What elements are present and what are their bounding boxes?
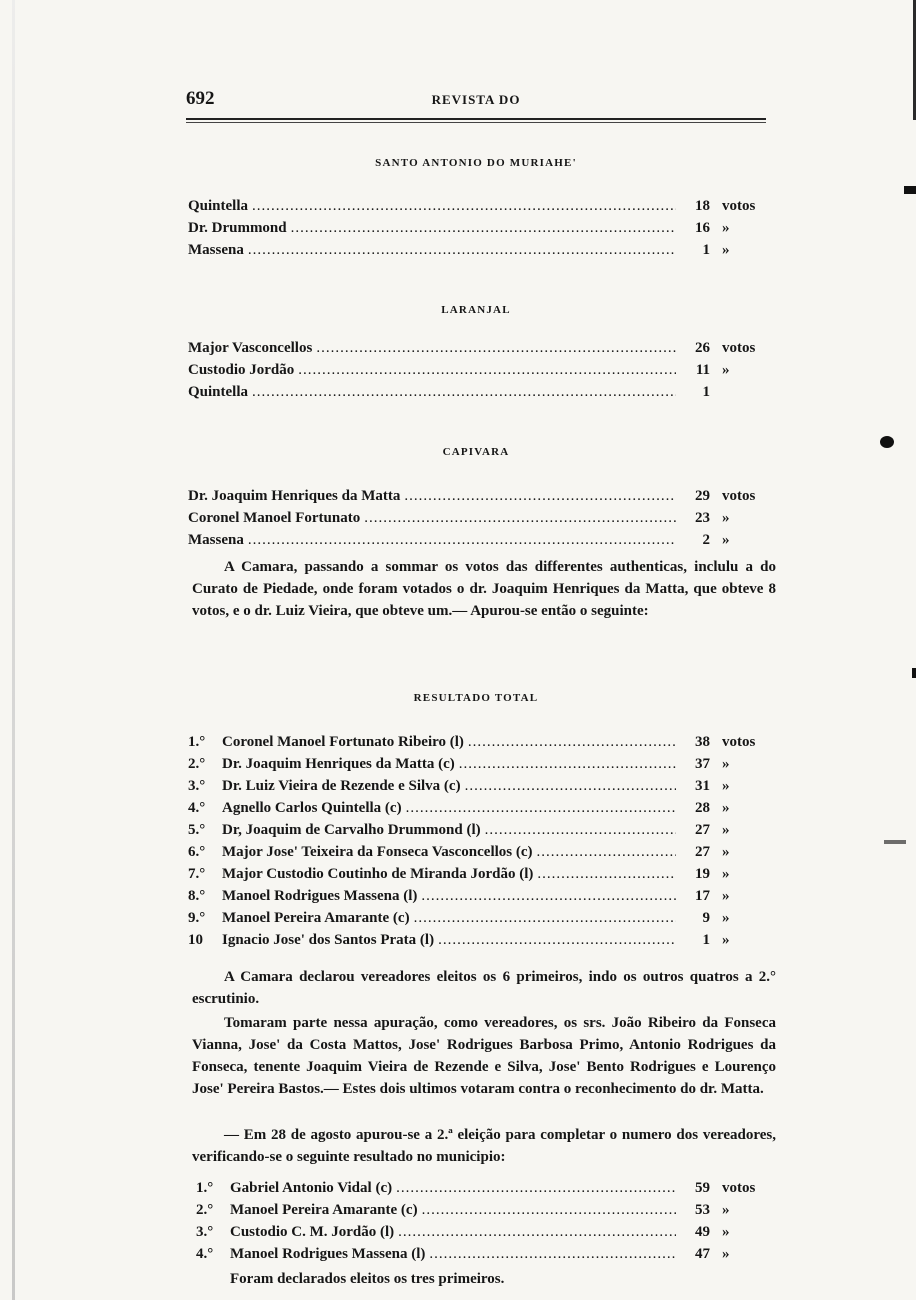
- vote-row: [188, 532, 778, 554]
- leader-dots: [252, 198, 676, 215]
- vote-unit: votos: [722, 198, 756, 214]
- vote-list: [188, 198, 778, 264]
- section-title: RESULTADO TOTAL: [413, 692, 539, 704]
- vote-count: 28: [695, 800, 710, 816]
- vote-unit: »: [722, 220, 730, 236]
- vote-count: 1: [702, 242, 710, 258]
- leader-dots: [465, 778, 676, 795]
- vote-unit: votos: [722, 340, 756, 356]
- vote-count: 37: [695, 756, 710, 772]
- vote-row: [188, 778, 778, 800]
- vote-row: [188, 488, 778, 510]
- vote-count: 2: [702, 532, 710, 548]
- vote-unit: »: [722, 822, 730, 838]
- candidate-name: Quintella: [188, 384, 249, 400]
- vote-count: 19: [695, 866, 710, 882]
- vote-count: 47: [695, 1246, 710, 1262]
- vote-list: [188, 734, 778, 954]
- scan-edge-shadow: [12, 0, 15, 1300]
- rank-number: 3.°: [188, 778, 206, 794]
- rank-number: 6.°: [188, 844, 206, 860]
- vote-count: 1: [702, 384, 710, 400]
- section-title: LARANJAL: [441, 304, 511, 316]
- rank-number: 2.°: [188, 756, 206, 772]
- candidate-name: Agnello Carlos Quintella (c): [222, 800, 402, 816]
- candidate-name: Dr. Drummond: [188, 220, 287, 236]
- vote-unit: »: [722, 1224, 730, 1240]
- vote-row: [188, 822, 778, 844]
- vote-count: 23: [695, 510, 710, 526]
- vote-count: 9: [702, 910, 710, 926]
- header-rule-thin: [186, 122, 766, 123]
- leader-dots: [459, 756, 676, 773]
- vote-unit: »: [722, 866, 730, 882]
- vote-count: 59: [695, 1180, 710, 1196]
- vote-count: 27: [695, 844, 710, 860]
- candidate-name: Custodio Jordão: [188, 362, 295, 378]
- vote-row: [188, 220, 778, 242]
- leader-dots: [364, 510, 676, 527]
- rank-number: 2.°: [196, 1202, 214, 1218]
- rank-number: 9.°: [188, 910, 206, 926]
- vote-count: 31: [695, 778, 710, 794]
- leader-dots: [537, 866, 676, 883]
- candidate-name: Coronel Manoel Fortunato: [188, 510, 361, 526]
- vote-row: [188, 510, 778, 532]
- vote-list: [188, 340, 778, 406]
- rank-number: 3.°: [196, 1224, 214, 1240]
- leader-dots: [485, 822, 676, 839]
- candidate-name: Ignacio Jose' dos Santos Prata (l): [222, 932, 435, 948]
- vote-unit: »: [722, 510, 730, 526]
- rank-number: 1.°: [196, 1180, 214, 1196]
- vote-row: [188, 242, 778, 264]
- candidate-name: Major Vasconcellos: [188, 340, 313, 356]
- paragraph: Tomaram parte nessa apuração, como vereadores, os srs. João Ribeiro da Fonseca Vianna, Jose' da Costa Mattos, Jose' Rodrigues Barbosa Primo, Antonio Rodrigues da Fonseca, tenente Joaquim Vieira de Rezende e Silva, Jose' Bento Rodrigues e Lourenço Jose' Pereira Bastos.— Estes dois ultimos votaram contra o reconhecimento do dr. Matta.: [192, 1015, 776, 1097]
- candidate-name: Manoel Rodrigues Massena (l): [230, 1246, 426, 1262]
- leader-dots: [421, 888, 676, 905]
- candidate-name: Major Custodio Coutinho de Miranda Jordão (l): [222, 866, 534, 882]
- vote-unit: »: [722, 242, 730, 258]
- page-number: 692: [186, 88, 215, 109]
- scan-speck: [884, 840, 906, 844]
- rank-number: 1.°: [188, 734, 206, 750]
- vote-row: [188, 888, 778, 910]
- candidate-name: Dr. Joaquim Henriques da Matta: [188, 488, 401, 504]
- running-title: REVISTA DO: [431, 92, 521, 107]
- vote-count: 1: [702, 932, 710, 948]
- vote-list: [196, 1180, 778, 1268]
- vote-count: 38: [695, 734, 710, 750]
- vote-count: 27: [695, 822, 710, 838]
- vote-row: [188, 932, 778, 954]
- vote-count: 11: [695, 362, 710, 378]
- paragraph: Foram declarados eleitos os tres primeiros.: [230, 1271, 505, 1287]
- vote-row: [188, 362, 778, 384]
- candidate-name: Massena: [188, 532, 244, 548]
- leader-dots: [291, 220, 676, 237]
- vote-row: [188, 198, 778, 220]
- section-title: SANTO ANTONIO DO MURIAHE': [375, 157, 577, 169]
- vote-count: 16: [695, 220, 710, 236]
- vote-row: [188, 800, 778, 822]
- candidate-name: Dr. Joaquim Henriques da Matta (c): [222, 756, 455, 772]
- vote-row: [188, 756, 778, 778]
- vote-count: 26: [695, 340, 710, 356]
- leader-dots: [468, 734, 676, 751]
- candidate-name: Major Jose' Teixeira da Fonseca Vasconcellos (c): [222, 844, 533, 860]
- vote-unit: »: [722, 888, 730, 904]
- leader-dots: [422, 1202, 676, 1219]
- leader-dots: [396, 1180, 676, 1197]
- candidate-name: Custodio C. M. Jordão (l): [230, 1224, 395, 1240]
- rank-number: 4.°: [188, 800, 206, 816]
- vote-count: 17: [695, 888, 710, 904]
- vote-unit: votos: [722, 488, 756, 504]
- vote-row: [188, 340, 778, 362]
- leader-dots: [404, 488, 676, 505]
- candidate-name: Quintella: [188, 198, 249, 214]
- candidate-name: Gabriel Antonio Vidal (c): [230, 1180, 393, 1196]
- vote-unit: »: [722, 844, 730, 860]
- vote-unit: »: [722, 362, 730, 378]
- vote-unit: »: [722, 1202, 730, 1218]
- leader-dots: [429, 1246, 676, 1263]
- scan-speck: [880, 436, 894, 448]
- vote-row: [188, 910, 778, 932]
- vote-unit: »: [722, 910, 730, 926]
- leader-dots: [298, 362, 676, 379]
- candidate-name: Manoel Pereira Amarante (c): [230, 1202, 418, 1218]
- vote-count: 18: [695, 198, 710, 214]
- vote-unit: »: [722, 778, 730, 794]
- leader-dots: [316, 340, 676, 357]
- section-title: CAPIVARA: [442, 446, 510, 458]
- vote-unit: votos: [722, 734, 756, 750]
- vote-count: 49: [695, 1224, 710, 1240]
- paragraph: — Em 28 de agosto apurou-se a 2.ª eleição para completar o numero dos vereadores, verificando-se o seguinte resultado no municipio:: [192, 1127, 776, 1165]
- vote-unit: »: [722, 800, 730, 816]
- candidate-name: Manoel Pereira Amarante (c): [222, 910, 410, 926]
- candidate-name: Dr. Luiz Vieira de Rezende e Silva (c): [222, 778, 461, 794]
- leader-dots: [414, 910, 676, 927]
- paragraph: A Camara declarou vereadores eleitos os 6 primeiros, indo os outros quatros a 2.° escrutinio.: [192, 969, 776, 1007]
- rank-number: 7.°: [188, 866, 206, 882]
- scan-speck: [912, 668, 916, 678]
- candidate-name: Dr, Joaquim de Carvalho Drummond (l): [222, 822, 481, 838]
- vote-unit: »: [722, 756, 730, 772]
- header-rule: [186, 118, 766, 120]
- leader-dots: [252, 384, 676, 401]
- leader-dots: [248, 532, 676, 549]
- leader-dots: [398, 1224, 676, 1241]
- vote-row: [188, 866, 778, 888]
- vote-row: [188, 734, 778, 756]
- vote-count: 29: [695, 488, 710, 504]
- leader-dots: [537, 844, 676, 861]
- candidate-name: Coronel Manoel Fortunato Ribeiro (l): [222, 734, 464, 750]
- vote-unit: »: [722, 932, 730, 948]
- rank-number: 10: [188, 932, 203, 948]
- vote-unit: votos: [722, 1180, 756, 1196]
- rank-number: 5.°: [188, 822, 206, 838]
- vote-list: [188, 488, 778, 554]
- leader-dots: [438, 932, 676, 949]
- vote-unit: »: [722, 532, 730, 548]
- candidate-name: Massena: [188, 242, 244, 258]
- rank-number: 8.°: [188, 888, 206, 904]
- vote-row: [196, 1224, 778, 1246]
- page-header: [186, 86, 766, 112]
- leader-dots: [248, 242, 676, 259]
- vote-row: [188, 384, 778, 406]
- vote-row: [196, 1180, 778, 1202]
- vote-count: 53: [695, 1202, 710, 1218]
- vote-unit: »: [722, 1246, 730, 1262]
- leader-dots: [406, 800, 676, 817]
- vote-row: [196, 1202, 778, 1224]
- rank-number: 4.°: [196, 1246, 214, 1262]
- paragraph: A Camara, passando a sommar os votos das differentes authenticas, inclulu a do Curato de Piedade, onde foram votados o dr. Joaquim Henriques da Matta, que obteve 8 votos, e o dr. Luiz Vieira, que obteve um.— Apurou-se então o seguinte:: [192, 559, 776, 619]
- scan-speck: [904, 186, 916, 194]
- vote-row: [196, 1246, 778, 1268]
- vote-row: [188, 844, 778, 866]
- candidate-name: Manoel Rodrigues Massena (l): [222, 888, 418, 904]
